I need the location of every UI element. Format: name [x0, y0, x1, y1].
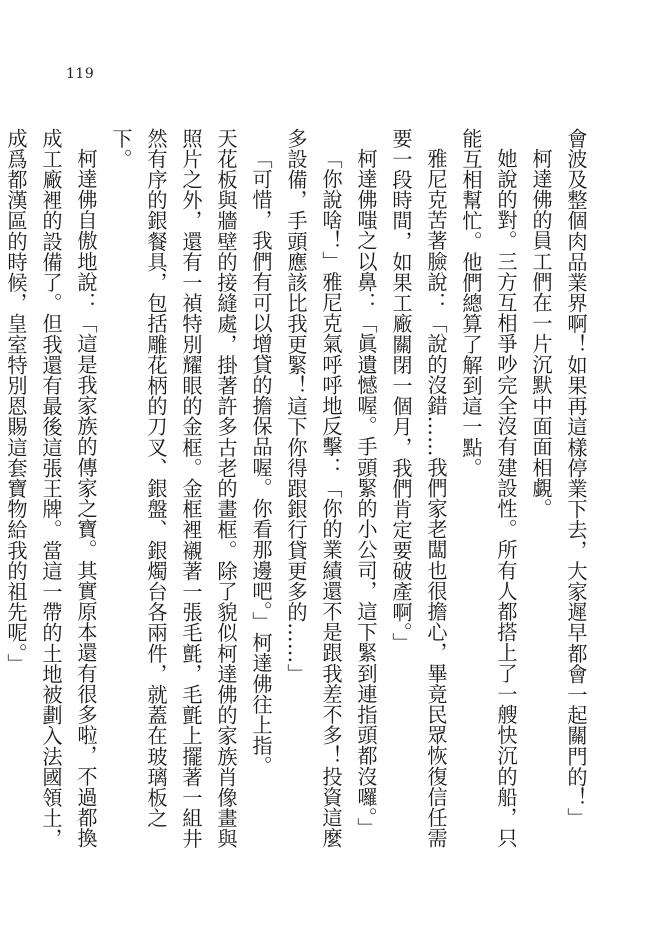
body-text — [0, 128, 593, 858]
paragraph: 柯達佛的員工們在一片沉默中面面相覷。 — [529, 148, 553, 519]
paragraph: 柯達佛自傲地說：「這是我家族的傳家之寶。其實原本還有很多啦，不過都換成工廠裡的設備了。但我還有最後這張王牌。當這一帶的土地被劃入法國領土，成爲都漢區的時候，皇室特別恩賜這套寶物給我的祖先呢。」 — [4, 128, 98, 849]
paragraph: 雅尼克苦著臉說：「說的沒錯……我們家老闆也很擔心，畢竟民眾恢復信任需要一段時間，如果工廠關閉一個月，我們肯定要破產啊。」 — [389, 128, 448, 849]
paragraph: 「你說啥！」雅尼克氣呼呼地反擊：「你的業績還不是跟我差不多！投資這麼多設備，手頭應該比我更緊！這下你得跟銀行貸更多的……」 — [284, 128, 343, 849]
paragraph: 天花板與牆壁的接縫處，掛著許多古老的畫框。除了貌似柯達佛的家族肖像畫與照片之外，還有一禎特別耀眼的金框。金框裡襯著一張毛氈，毛氈上擺著一組井然有序的銀餐具，包括雕花柄的刀叉、銀盤、銀燭台各兩件，就蓋在玻璃板之下。 — [109, 128, 238, 849]
paragraph: 「可惜，我們有可以增貸的擔保品喔。你看那邊吧。」柯達佛往上指。 — [249, 148, 273, 777]
page-number: 119 — [66, 66, 95, 82]
paragraph: 柯達佛嗤之以鼻：「眞遺憾喔。手頭緊的小公司，這下緊到連指頭都沒囉。」 — [354, 148, 378, 839]
paragraph: 會波及整個肉品業界啊！如果再這樣停業下去，大家遲早都會一起關門的！」 — [564, 128, 588, 829]
paragraph: 她說的對。三方互相爭吵完全沒有建設性。所有人都搭上了一艘快沉的船，只能互相幫忙。他們總算了解到這一點。 — [459, 128, 518, 849]
